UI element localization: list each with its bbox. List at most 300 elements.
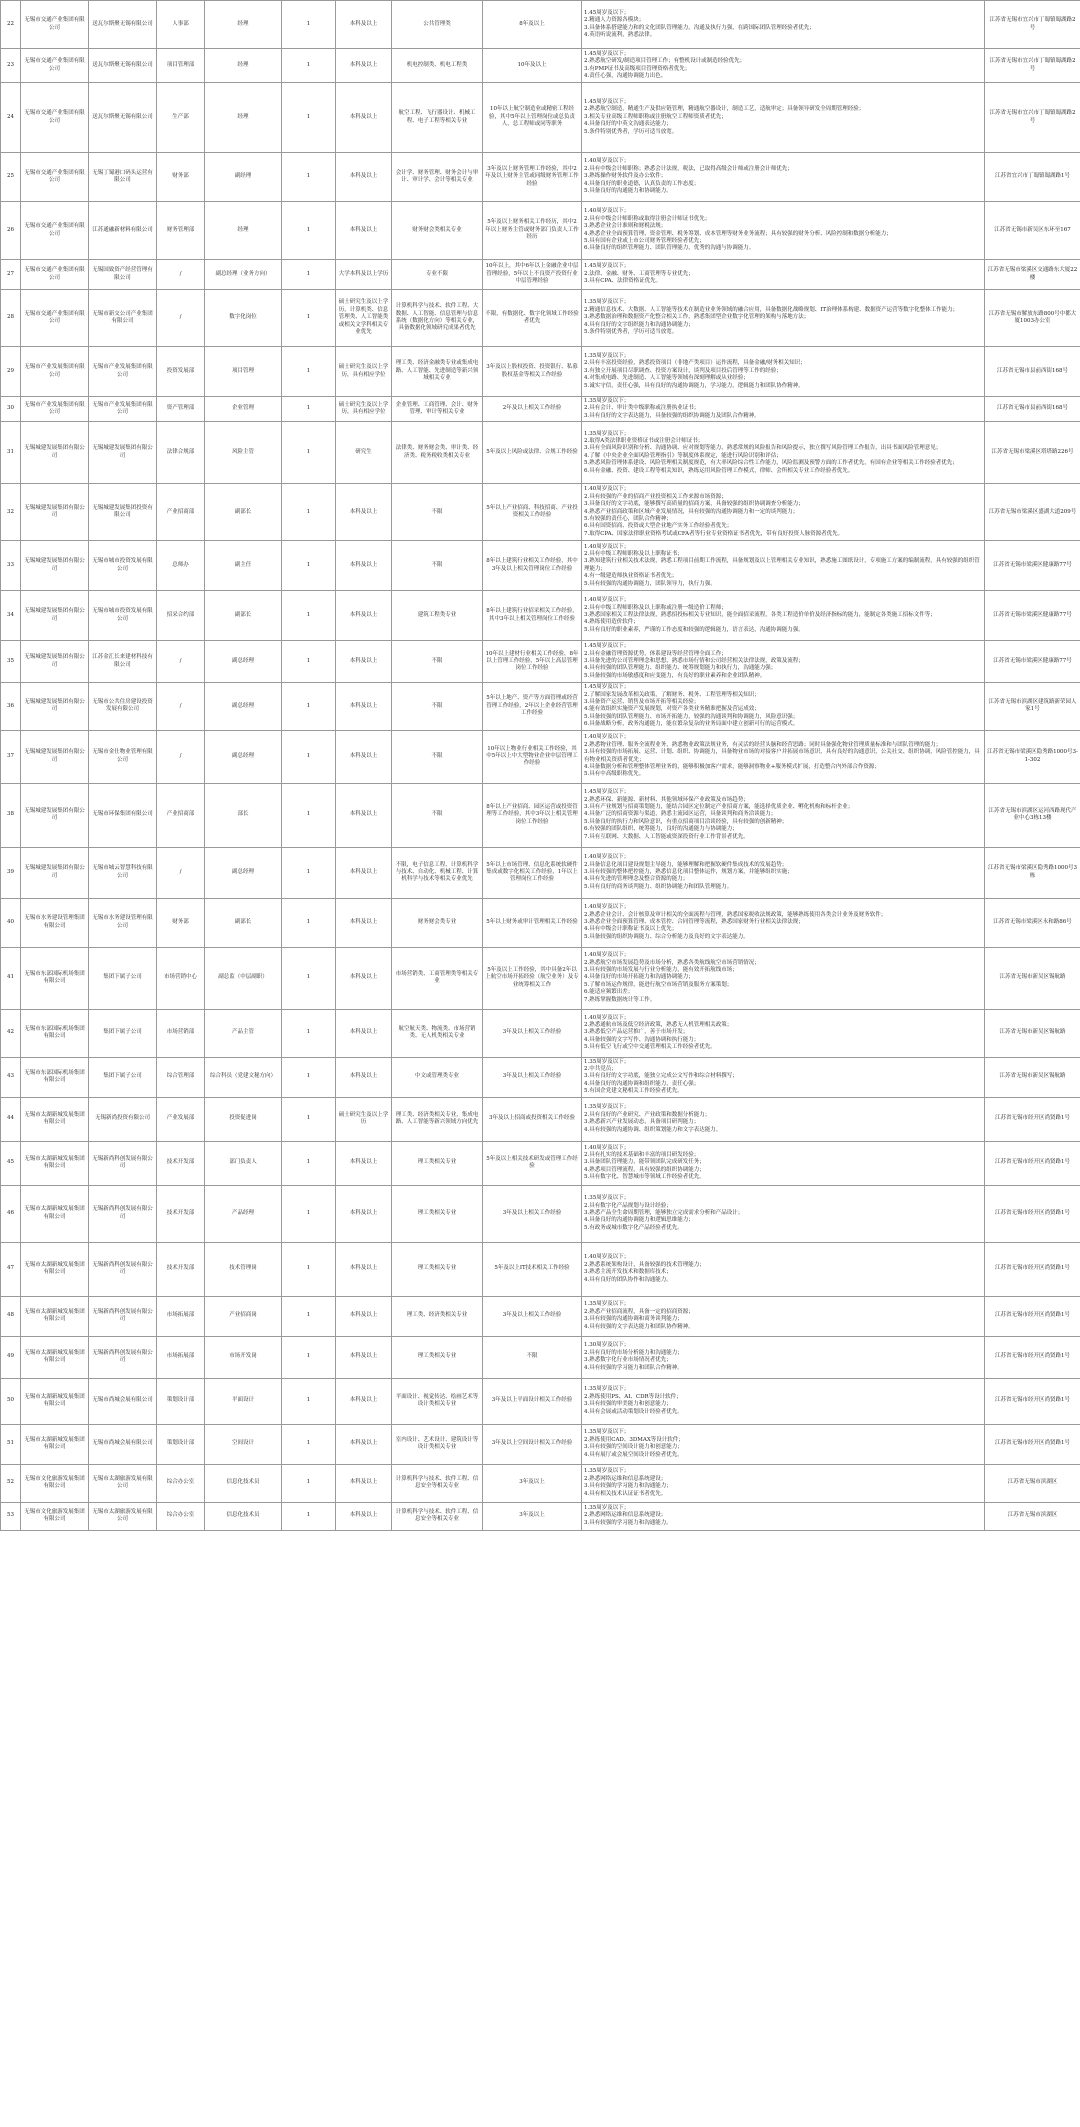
major-cell: 不限，电子信息工程、计算机科学与技术、自动化、机械工程、计算机科学与技术等相关专业优先 bbox=[392, 847, 483, 898]
headcount-cell: 1 bbox=[282, 347, 336, 397]
table-row bbox=[1, 1, 1080, 49]
headcount-cell: 1 bbox=[282, 1185, 336, 1242]
department-cell: 生产部 bbox=[157, 83, 205, 153]
requirement-line: 5.具备较强的市场敏感度和应变能力，有良好的职业素养和企业团队精神。 bbox=[584, 672, 766, 679]
major-cell: 航空工程、飞行器设计、机械工程、电子工程等相关专业 bbox=[392, 83, 483, 153]
requirement-line: 1.35周岁及以下； bbox=[584, 1468, 630, 1475]
table-row bbox=[1, 641, 1080, 683]
group-name-cell: 无锡市交通产业集团有限公司 bbox=[21, 49, 89, 83]
group-name-cell: 无锡市东部国际机场集团有限公司 bbox=[21, 1057, 89, 1097]
department-cell: / bbox=[157, 641, 205, 683]
requirement-line: 4.熟悉产业招商政策和区域产业发展情况，具有较强的沟通协调能力和一定的谈判能力； bbox=[584, 508, 799, 515]
row-number-cell: 33 bbox=[1, 541, 21, 591]
group-name-cell: 无锡市太湖新城发展集团有限公司 bbox=[21, 1424, 89, 1464]
requirement-line: 2.具有良好的市场分析能力和沟通能力； bbox=[584, 1349, 683, 1356]
company-name-cell: 集团下属子公司 bbox=[89, 1057, 157, 1097]
work-address-cell: 江苏省无锡市解放东路800号中都大厦1003办公室 bbox=[985, 290, 1080, 347]
position-cell: 产品主管 bbox=[205, 1009, 282, 1057]
requirement-line: 5.具有较强的沟通协调能力，团队领导力，执行力强。 bbox=[584, 580, 716, 587]
requirement-line: 3.具有全面风险识别和分析、沟通协调、应对规划等能力，熟悉常规的风险报告和风险提示，独立撰写风险管理工作报告，出具书面风险管理意见； bbox=[584, 445, 942, 452]
requirement-line: 2.具有中级会计师职称；熟悉会计法规，税法，已取得高级会计师或注册会计师优先； bbox=[584, 165, 793, 172]
table-row bbox=[1, 347, 1080, 397]
table-row bbox=[1, 202, 1080, 260]
education-cell: 本科及以上 bbox=[336, 947, 392, 1009]
requirement-line: 2.精通人力资源各模块； bbox=[584, 17, 645, 24]
position-cell: 企业管理 bbox=[205, 397, 282, 422]
major-cell: 机电控制类、机电工程类 bbox=[392, 49, 483, 83]
requirement-line: 1.40周岁及以下； bbox=[584, 734, 630, 741]
experience-cell: 3年及以上招商或投资相关工作经验 bbox=[483, 1097, 582, 1141]
group-name-cell: 无锡市东部国际机场集团有限公司 bbox=[21, 1009, 89, 1057]
education-cell: 本科及以上 bbox=[336, 153, 392, 202]
requirement-line: 2.具有较强的产业的招商产业投资相关工作来源市场资源； bbox=[584, 493, 727, 500]
requirement-line: 5.具有良好的商务谈判能力、组织协调能力和团队管理能力。 bbox=[584, 883, 733, 890]
requirements-cell bbox=[582, 1242, 985, 1296]
requirement-line: 5.条件特别优秀者，学历可适当放宽。 bbox=[584, 329, 678, 336]
position-cell: 产品经理 bbox=[205, 1185, 282, 1242]
experience-cell: 2年及以上相关工作经验 bbox=[483, 397, 582, 422]
table-row bbox=[1, 422, 1080, 484]
table-row bbox=[1, 1097, 1080, 1141]
row-number-cell: 44 bbox=[1, 1097, 21, 1141]
group-name-cell: 无锡市太湖新城发展集团有限公司 bbox=[21, 1336, 89, 1378]
headcount-cell: 1 bbox=[282, 1378, 336, 1424]
major-cell: 专业不限 bbox=[392, 260, 483, 290]
requirements-cell bbox=[582, 1141, 985, 1185]
requirement-line: 1.40周岁及以下； bbox=[584, 1014, 630, 1021]
requirement-line: 3.熟悉低空产品运营推广，善于市场开发； bbox=[584, 1029, 689, 1036]
major-cell: 企业管理、工商管理、会计、财务管理、审计等相关专业 bbox=[392, 397, 483, 422]
work-address-cell: 江苏省无锡市县前西街168号 bbox=[985, 397, 1080, 422]
row-number-cell: 25 bbox=[1, 153, 21, 202]
requirement-line: 3.熟悉企业全面预算管理、成本管控、合同管理等流程，熟悉国家财务行业相关法律法规； bbox=[584, 918, 804, 925]
company-name-cell: 无锡新尚科创发展有限公司 bbox=[89, 1296, 157, 1336]
requirement-line: 2.熟悉航空市场发展趋势及市场分析，熟悉各类航线航空市场营销情况； bbox=[584, 959, 760, 966]
experience-cell: 3年及以上 bbox=[483, 1464, 582, 1502]
table-row bbox=[1, 730, 1080, 783]
requirement-line: 1.45周岁及以下； bbox=[584, 643, 630, 650]
group-name-cell: 无锡市太湖新城发展集团有限公司 bbox=[21, 1378, 89, 1424]
requirement-line: 2.精通信息技术、大数据、人工智能等技术在制造业业务领域的融合应用，具备数据化战略规划、IT治理体系构建、数据资产运营等数字化整体工作能力； bbox=[584, 306, 959, 313]
major-cell: 理工类相关专业 bbox=[392, 1141, 483, 1185]
position-cell: 项目管理 bbox=[205, 347, 282, 397]
department-cell: 产业发展部 bbox=[157, 1097, 205, 1141]
row-number-cell: 45 bbox=[1, 1141, 21, 1185]
education-cell: 本科及以上 bbox=[336, 847, 392, 898]
requirement-line: 4.英语听说流利，熟悉法律。 bbox=[584, 31, 656, 38]
work-address-cell: 江苏省无锡市新吴区锡航路 bbox=[985, 1057, 1080, 1097]
requirement-line: 2.熟悉网络运维和信息系统建设； bbox=[584, 1475, 667, 1482]
work-address-cell: 江苏省无锡市梁溪区塔塔路226号 bbox=[985, 422, 1080, 484]
company-name-cell: 无锡新尚科创发展有限公司 bbox=[89, 1336, 157, 1378]
experience-cell: 5年及以上IT技术相关工作经验 bbox=[483, 1242, 582, 1296]
requirement-line: 3.具有较强的审美能力和创意能力； bbox=[584, 1401, 672, 1408]
table-row bbox=[1, 847, 1080, 898]
education-cell: 硕士研究生及以上学历 bbox=[336, 1097, 392, 1141]
requirement-line: 5.有较强的责任心，团队合作精神； bbox=[584, 515, 672, 522]
department-cell: 策划设计部 bbox=[157, 1424, 205, 1464]
requirement-line: 3.具有CPA、法律资格证优先。 bbox=[584, 278, 662, 285]
requirement-line: 5.了解市场运作规律，能进行航空市场营销及服务方案策划； bbox=[584, 981, 733, 988]
row-number-cell: 28 bbox=[1, 290, 21, 347]
row-number-cell: 24 bbox=[1, 83, 21, 153]
requirement-line: 2.熟悉物业管理、服务全流程业务，熟悉物业政策法规业务，有灵活的经营头脑和经营思路；同时具备强化物业管理质量标准和与团队管理的能力； bbox=[584, 741, 942, 748]
major-cell: 财务财会类专业 bbox=[392, 898, 483, 947]
company-name-cell: 无锡市城市投资发展有限公司 bbox=[89, 541, 157, 591]
table-row bbox=[1, 290, 1080, 347]
table-row bbox=[1, 947, 1080, 1009]
work-address-cell: 江苏省无锡市梁溪区隐秀路1000号3栋 bbox=[985, 847, 1080, 898]
requirement-line: 4.能有效组织实施资产发展规划，对资产各类业务精准把握及营运成效； bbox=[584, 706, 760, 713]
row-number-cell: 27 bbox=[1, 260, 21, 290]
group-name-cell: 无锡市太湖新城发展集团有限公司 bbox=[21, 1185, 89, 1242]
requirement-line: 1.35周岁及以下； bbox=[584, 1104, 630, 1111]
experience-cell: 8年以上建筑行业相关工作经验，其中3年及以上相关管理岗位工作经验 bbox=[483, 541, 582, 591]
requirement-line: 6.具备良好的组织管理能力、团队管理能力，优秀的沟通与协调能力。 bbox=[584, 245, 755, 252]
requirement-line: 2.熟悉航空研发/制造项目管理工作；有整机设计或制造经验优先； bbox=[584, 58, 746, 65]
experience-cell: 3年及以上财务管理工作经验，其中2年及以上财务主管或同级财务管理工作经验 bbox=[483, 153, 582, 202]
major-cell: 不限 bbox=[392, 683, 483, 730]
requirement-line: 3.具备体系搭建能力和的文化团队管理能力，沟通及执行力强，在跨国际团队管理经验者优先； bbox=[584, 24, 815, 31]
company-name-cell: 无锡市城云智慧科技有限公司 bbox=[89, 847, 157, 898]
major-cell: 财务财会类相关专业 bbox=[392, 202, 483, 260]
table-row bbox=[1, 1336, 1080, 1378]
headcount-cell: 1 bbox=[282, 1424, 336, 1464]
row-number-cell: 26 bbox=[1, 202, 21, 260]
requirement-line: 5.有政务或城市数字化产品经验者优先。 bbox=[584, 1224, 683, 1231]
requirement-line: 2.法律、金融、财务、工商管理等专业优先； bbox=[584, 270, 694, 277]
requirement-line: 2.熟练使用PS、AI、CDR等设计软件； bbox=[584, 1393, 682, 1400]
work-address-cell: 江苏省无锡市经开区尚贤路1号 bbox=[985, 1296, 1080, 1336]
table-row bbox=[1, 484, 1080, 541]
education-cell: 本科及以上 bbox=[336, 202, 392, 260]
major-cell: 理工类相关专业 bbox=[392, 1242, 483, 1296]
table-row bbox=[1, 397, 1080, 422]
headcount-cell: 1 bbox=[282, 49, 336, 83]
education-cell: 本科及以上 bbox=[336, 83, 392, 153]
requirement-line: 2.熟练使用CAD、3DMAX等设计软件； bbox=[584, 1436, 684, 1443]
group-name-cell: 无锡市太湖新城发展集团有限公司 bbox=[21, 1296, 89, 1336]
row-number-cell: 30 bbox=[1, 397, 21, 422]
requirement-line: 4.具备良好的职业道德，认真负责的工作态度； bbox=[584, 180, 700, 187]
requirement-line: 3.具有产业规划与招商策划能力，能结合园区定位制定产业招商方案，能选择优质企业、孵化机构和标杆企业； bbox=[584, 804, 854, 811]
requirement-line: 2.熟悉航空制造，精通生产及供应链管理，精通航空器设计，制造工艺，适航审定；具备领导研发全周期管理经验； bbox=[584, 106, 865, 113]
headcount-cell: 1 bbox=[282, 1242, 336, 1296]
department-cell: 技术开发部 bbox=[157, 1242, 205, 1296]
education-cell: 本科及以上 bbox=[336, 484, 392, 541]
education-cell: 硕士研究生及以上学历，计算机类、信息管理类、人工智能类或相关文学科相关专业优先 bbox=[336, 290, 392, 347]
department-cell: 投资发展部 bbox=[157, 347, 205, 397]
requirement-line: 5.熟悉风险管理体系建设、风险管理相关制度规范，有大率风险综合性工作能力，风险监测及预警方面的工作者优先，有国有企业等相关工作经验者优先； bbox=[584, 460, 958, 467]
requirement-line: 5.具备良好的沟通能力和协调能力。 bbox=[584, 188, 672, 195]
position-cell: 综合科员（党建文秘方向） bbox=[205, 1057, 282, 1097]
work-address-cell: 江苏省无锡市新吴区锡航路 bbox=[985, 947, 1080, 1009]
requirements-cell bbox=[582, 49, 985, 83]
experience-cell: 不限 bbox=[483, 1336, 582, 1378]
requirement-line: 4.具有中级会计职称证书及以上优先； bbox=[584, 926, 678, 933]
position-cell: 技术管理岗 bbox=[205, 1242, 282, 1296]
requirement-line: 3.熟悉主流开发技术和数据库技术； bbox=[584, 1269, 672, 1276]
experience-cell: 5年以上地产、资产等方面管理或经营管理工作经验，2年以上企业经营管理工作经验 bbox=[483, 683, 582, 730]
headcount-cell: 1 bbox=[282, 83, 336, 153]
experience-cell: 5年以上市场管理、信息化系统软硬件集成或数字化相关工作经验，1年以上管理岗位工作经验 bbox=[483, 847, 582, 898]
experience-cell: 10年以上物业行业相关工作经验，其中5年以上中大型物业企业中层管理工作经验 bbox=[483, 730, 582, 783]
requirements-cell bbox=[582, 202, 985, 260]
requirement-line: 4.熟悉企业全面预算管理、资金管理、税务筹划、成本管理等财务业务流程；具有较强的财务分析、风险控制和数据分析能力； bbox=[584, 230, 892, 237]
requirement-line: 3.具有较强的市场拓展、运营、计划、组织、协调能力，具备物业市场的对接客户并拓展市场意识，具有良好的沟通意识，公关社交、组织协调，风险管控能力，具有物业相关资质者优先； bbox=[584, 749, 980, 763]
company-name-cell: 无锡市城市投资发展有限公司 bbox=[89, 591, 157, 641]
headcount-cell: 1 bbox=[282, 591, 336, 641]
requirement-line: 3.熟知建筑行业相关技术法规，熟悉工程项目前期工作流程，具备规划及以上管理相关专业知识，熟悉施工图纸设计，专项施工方案的编制流程，具有较强的组织管理能力； bbox=[584, 558, 980, 572]
requirement-line: 1.40周岁及以下； bbox=[584, 904, 630, 911]
education-cell: 本科及以上 bbox=[336, 1502, 392, 1530]
experience-cell: 10年及以上 bbox=[483, 49, 582, 83]
major-cell: 不限 bbox=[392, 730, 483, 783]
experience-cell: 3年及以上相关工作经验 bbox=[483, 1009, 582, 1057]
headcount-cell: 1 bbox=[282, 1141, 336, 1185]
major-cell: 中文或管理类专业 bbox=[392, 1057, 483, 1097]
requirement-line: 5.有国企党建文秘相关工作经验者优先。 bbox=[584, 1088, 683, 1095]
requirements-cell bbox=[582, 290, 985, 347]
table-row bbox=[1, 783, 1080, 847]
department-cell: 产业招商部 bbox=[157, 783, 205, 847]
work-address-cell: 江苏省无锡市梁溪区健康路77号 bbox=[985, 641, 1080, 683]
requirements-cell bbox=[582, 1009, 985, 1057]
requirement-line: 3.熟悉数字化行业市场情况者优先； bbox=[584, 1357, 672, 1364]
experience-cell: 10年以上航空制造业或精密工程经验，其中5年以上管理岗位或总负责人，总工程师或同等职务 bbox=[483, 83, 582, 153]
requirement-line: 4.对集成电路、先进制造、人工智能等领域有深刻理解或从业经验； bbox=[584, 375, 749, 382]
headcount-cell: 1 bbox=[282, 202, 336, 260]
headcount-cell: 1 bbox=[282, 1336, 336, 1378]
requirement-line: 3.具有较强的市场发展与行业分析能力，能有效开拓航线市场； bbox=[584, 967, 738, 974]
requirement-line: 3.具备良好的文字功底，能够撰写高质量的招商方案，具备较强的组织协调调查分析能力； bbox=[584, 501, 804, 508]
row-number-cell: 51 bbox=[1, 1424, 21, 1464]
work-address-cell: 江苏省无锡市梁溪区健康路77号 bbox=[985, 591, 1080, 641]
row-number-cell: 53 bbox=[1, 1502, 21, 1530]
requirements-cell bbox=[582, 1464, 985, 1502]
requirement-line: 4.熟悉项目管理流程，具有较强的组织协调能力； bbox=[584, 1166, 705, 1173]
requirement-line: 2.熟悉通航市场及低空经济政策，熟悉无人机管理相关政策； bbox=[584, 1022, 733, 1029]
headcount-cell: 1 bbox=[282, 641, 336, 683]
requirement-line: 3.具备资产运营、销售及市场开拓等相关经验； bbox=[584, 699, 700, 706]
requirement-line: 1.45周岁及以下； bbox=[584, 9, 630, 16]
major-cell: 不限 bbox=[392, 541, 483, 591]
department-cell: / bbox=[157, 260, 205, 290]
requirement-line: 1.40周岁及以下； bbox=[584, 1254, 630, 1261]
requirement-line: 2.具有金融管理资源优势，体系建设等经营管理全面工作； bbox=[584, 650, 727, 657]
work-address-cell: 江苏省无锡市滨湖区 bbox=[985, 1464, 1080, 1502]
experience-cell: 8年及以上 bbox=[483, 1, 582, 49]
requirements-cell bbox=[582, 1057, 985, 1097]
company-name-cell: 无锡城建发展集团有限公司 bbox=[89, 422, 157, 484]
education-cell: 研究生 bbox=[336, 422, 392, 484]
position-cell: 信息化技术员 bbox=[205, 1464, 282, 1502]
requirement-line: 6.具备战略分析，政务沟通能力，能在繁杂复杂的业务局面中建立创新可行的运营模式。 bbox=[584, 721, 799, 728]
requirement-line: 3.具有较强的空间设计能力和创意能力； bbox=[584, 1444, 683, 1451]
requirements-cell bbox=[582, 898, 985, 947]
department-cell: 法律合规部 bbox=[157, 422, 205, 484]
requirements-cell bbox=[582, 1296, 985, 1336]
group-name-cell: 无锡市产业发展集团有限公司 bbox=[21, 397, 89, 422]
group-name-cell: 无锡市太湖新城发展集团有限公司 bbox=[21, 1097, 89, 1141]
row-number-cell: 50 bbox=[1, 1378, 21, 1424]
company-name-cell: 无锡市产业发展集团有限公司 bbox=[89, 397, 157, 422]
requirement-line: 5.诚实守信，责任心强，具有良好的沟通协调能力，学习能力，逻辑能力和团队协作精神。 bbox=[584, 382, 804, 389]
department-cell: 市场营销中心 bbox=[157, 947, 205, 1009]
requirement-line: 1.35周岁及以下； bbox=[584, 430, 630, 437]
group-name-cell: 无锡城建发展集团有限公司 bbox=[21, 730, 89, 783]
requirement-line: 1.40周岁及以下； bbox=[584, 854, 630, 861]
headcount-cell: 1 bbox=[282, 260, 336, 290]
department-cell: 人事部 bbox=[157, 1, 205, 49]
requirement-line: 7.取得CPA、国家法律职业资格考试或CFA者等行业专业资格证书者优先，带有良好投资人脉资源者优先。 bbox=[584, 530, 844, 537]
headcount-cell: 1 bbox=[282, 484, 336, 541]
work-address-cell: 江苏省无锡市宜兴市丁蜀镇蜀湖路2号 bbox=[985, 83, 1080, 153]
company-name-cell: 无锡市产业发展集团有限公司 bbox=[89, 347, 157, 397]
work-address-cell: 江苏省无锡市经开区尚贤路1号 bbox=[985, 1185, 1080, 1242]
row-number-cell: 40 bbox=[1, 898, 21, 947]
table-row bbox=[1, 1141, 1080, 1185]
experience-cell: 3年及以上相关工作经验 bbox=[483, 1296, 582, 1336]
row-number-cell: 35 bbox=[1, 641, 21, 683]
major-cell: 会计学、财务管理、财务会计与审计、审计学、会计等相关专业 bbox=[392, 153, 483, 202]
headcount-cell: 1 bbox=[282, 1464, 336, 1502]
group-name-cell: 无锡市太湖新城发展集团有限公司 bbox=[21, 1141, 89, 1185]
company-name-cell: 无锡城建发展集团投资有限公司 bbox=[89, 484, 157, 541]
education-cell: 本科及以上 bbox=[336, 1185, 392, 1242]
requirement-line: 4.责任心强，沟通协调能力出色。 bbox=[584, 72, 667, 79]
requirements-cell bbox=[582, 260, 985, 290]
requirement-line: 2.中共党员； bbox=[584, 1066, 617, 1073]
group-name-cell: 无锡城建发展集团有限公司 bbox=[21, 541, 89, 591]
row-number-cell: 23 bbox=[1, 49, 21, 83]
company-name-cell: 送瓦尔斯聚无锡有限公司 bbox=[89, 1, 157, 49]
experience-cell: 3年及以上相关工作经验 bbox=[483, 1185, 582, 1242]
requirements-cell bbox=[582, 397, 985, 422]
department-cell: 总师办 bbox=[157, 541, 205, 591]
row-number-cell: 49 bbox=[1, 1336, 21, 1378]
group-name-cell: 无锡市水务建设管理集团有限公司 bbox=[21, 898, 89, 947]
major-cell: 不限 bbox=[392, 641, 483, 683]
education-cell: 硕士研究生及以上学历，具有相应学位 bbox=[336, 347, 392, 397]
education-cell: 本科及以上 bbox=[336, 541, 392, 591]
requirement-line: 4.具有较强的团队管理能力、组织能力、统筹规划能力和执行力，沟通能力强； bbox=[584, 665, 777, 672]
education-cell: 本科及以上 bbox=[336, 1296, 392, 1336]
row-number-cell: 41 bbox=[1, 947, 21, 1009]
requirements-cell bbox=[582, 641, 985, 683]
work-address-cell: 江苏省无锡市梁溪区隐秀路1000号3-1-302 bbox=[985, 730, 1080, 783]
requirement-line: 2.熟悉网络运维和信息系统建设； bbox=[584, 1512, 667, 1519]
position-cell: 副经理 bbox=[205, 153, 282, 202]
position-cell: 副部长 bbox=[205, 591, 282, 641]
requirement-line: 1.35周岁及以下； bbox=[584, 352, 630, 359]
requirement-line: 3.熟悉企业会计准则和财税法规； bbox=[584, 223, 667, 230]
requirement-line: 4.具备良好的沟通协调能力和逻辑思维能力； bbox=[584, 1217, 694, 1224]
work-address-cell: 江苏省无锡市经开区尚贤路1号 bbox=[985, 1242, 1080, 1296]
education-cell: 本科及以上 bbox=[336, 783, 392, 847]
table-row bbox=[1, 1185, 1080, 1242]
department-cell: 项目管理部 bbox=[157, 49, 205, 83]
experience-cell: 不限，有数据化、数字化领域工作经验者优先 bbox=[483, 290, 582, 347]
group-name-cell: 无锡市文化旅游发展集团有限公司 bbox=[21, 1502, 89, 1530]
requirement-line: 1.45周岁及以下； bbox=[584, 263, 630, 270]
requirement-line: 1.35周岁及以下； bbox=[584, 299, 630, 306]
table-row bbox=[1, 1296, 1080, 1336]
requirement-line: 1.40周岁及以下； bbox=[584, 1144, 630, 1151]
group-name-cell: 无锡城建发展集团有限公司 bbox=[21, 683, 89, 730]
experience-cell: 3年及以上平面设计相关工作经验 bbox=[483, 1378, 582, 1424]
headcount-cell: 1 bbox=[282, 541, 336, 591]
work-address-cell: 江苏省无锡市新吴区东环至167 bbox=[985, 202, 1080, 260]
major-cell: 室内设计、艺术设计、建筑设计等设计类相关专业 bbox=[392, 1424, 483, 1464]
education-cell: 本科及以上 bbox=[336, 591, 392, 641]
requirement-line: 4.具备数据分析和管理整体管理业务的，能够积极加客户需求，能够洞察物业+服务模式扩展，打造整合内外部合作资源； bbox=[584, 764, 880, 771]
requirement-line: 1.45周岁及以下； bbox=[584, 684, 630, 691]
headcount-cell: 1 bbox=[282, 290, 336, 347]
requirement-line: 6.具有金融、投资、建设工程等相关知识，熟练运用风险管理工作模式，律师、会所相关专业工作经验者优先。 bbox=[584, 467, 854, 474]
major-cell: 理工类相关专业 bbox=[392, 1185, 483, 1242]
education-cell: 本科及以上 bbox=[336, 1424, 392, 1464]
company-name-cell: 送瓦尔斯聚无锡有限公司 bbox=[89, 83, 157, 153]
work-address-cell: 江苏省无锡市经开区尚贤路1号 bbox=[985, 1097, 1080, 1141]
row-number-cell: 39 bbox=[1, 847, 21, 898]
requirement-line: 2.具有数字化产品规划与设计经验； bbox=[584, 1202, 672, 1209]
requirement-line: 4.具有较强的文字表达能力和团队协作精神。 bbox=[584, 1323, 694, 1330]
work-address-cell: 江苏省无锡市宜兴市丁蜀镇蜀湖路2号 bbox=[985, 49, 1080, 83]
group-name-cell: 无锡市太湖新城发展集团有限公司 bbox=[21, 1242, 89, 1296]
row-number-cell: 22 bbox=[1, 1, 21, 49]
department-cell: 财务部 bbox=[157, 153, 205, 202]
requirement-line: 4.具有先进的管理理念及整合资源的能力； bbox=[584, 876, 689, 883]
headcount-cell: 1 bbox=[282, 1009, 336, 1057]
major-cell: 不限 bbox=[392, 484, 483, 541]
requirement-line: 7.熟练掌握数据统计等工作。 bbox=[584, 996, 656, 1003]
requirement-line: 5.具备较强的组织协调能力、综合分析能力及良好的文字表达能力。 bbox=[584, 933, 749, 940]
table-row bbox=[1, 1378, 1080, 1424]
requirement-line: 5.条件特别优秀者，学历可适当放宽。 bbox=[584, 128, 678, 135]
row-number-cell: 29 bbox=[1, 347, 21, 397]
education-cell: 本科及以上 bbox=[336, 1464, 392, 1502]
education-cell: 本科及以上 bbox=[336, 1336, 392, 1378]
requirement-line: 3.具备团队管理能力，能带领团队完成研发任务； bbox=[584, 1159, 705, 1166]
row-number-cell: 36 bbox=[1, 683, 21, 730]
headcount-cell: 1 bbox=[282, 422, 336, 484]
requirement-line: 1.40周岁及以下； bbox=[584, 597, 630, 604]
education-cell: 本科及以上 bbox=[336, 1, 392, 49]
department-cell: 产业招商部 bbox=[157, 484, 205, 541]
work-address-cell: 江苏省无锡市滨湖区 bbox=[985, 1502, 1080, 1530]
position-cell: 副总经理 bbox=[205, 847, 282, 898]
requirement-line: 2.熟悉企业会计、会计核算及审计相关的全面流程与管理，熟悉国家税收法规政策，能够熟练使用各类会计业务及财务软件； bbox=[584, 911, 887, 918]
headcount-cell: 1 bbox=[282, 898, 336, 947]
work-address-cell: 江苏省无锡市梁溪区健康路77号 bbox=[985, 541, 1080, 591]
requirement-line: 3.熟悉国家相关工程法律法规，熟悉招投标相关专业知识，能全面招采流程，各类工程造价单价及经济指标的能力，能制定各类施工招标文件等； bbox=[584, 612, 936, 619]
work-address-cell: 江苏省无锡市宜兴市丁蜀镇蜀湖路2号 bbox=[985, 1, 1080, 49]
requirement-line: 1.45周岁及以下； bbox=[584, 789, 630, 796]
requirement-line: 4.有一级建造师执业资格证书者优先； bbox=[584, 573, 678, 580]
requirements-cell bbox=[582, 730, 985, 783]
table-row bbox=[1, 153, 1080, 202]
company-name-cell: 无锡市新交公司产业集团有限公司 bbox=[89, 290, 157, 347]
experience-cell: 8年以上产业招商、园区运营或投资管理等工作经验，其中3年以上相关管理岗位工作经验 bbox=[483, 783, 582, 847]
major-cell: 计算机科学与技术、软件工程、信息安全等相关专业 bbox=[392, 1464, 483, 1502]
major-cell: 理工类、经济类相关专业 bbox=[392, 1296, 483, 1336]
requirement-line: 2.具有中级会计师职称或取得注册会计师证书优先； bbox=[584, 215, 711, 222]
requirement-line: 3.熟练操作财务软件及办公软件； bbox=[584, 173, 667, 180]
requirement-line: 1.45周岁及以下； bbox=[584, 98, 630, 105]
education-cell: 大学本科及以上学历 bbox=[336, 260, 392, 290]
department-cell: / bbox=[157, 730, 205, 783]
